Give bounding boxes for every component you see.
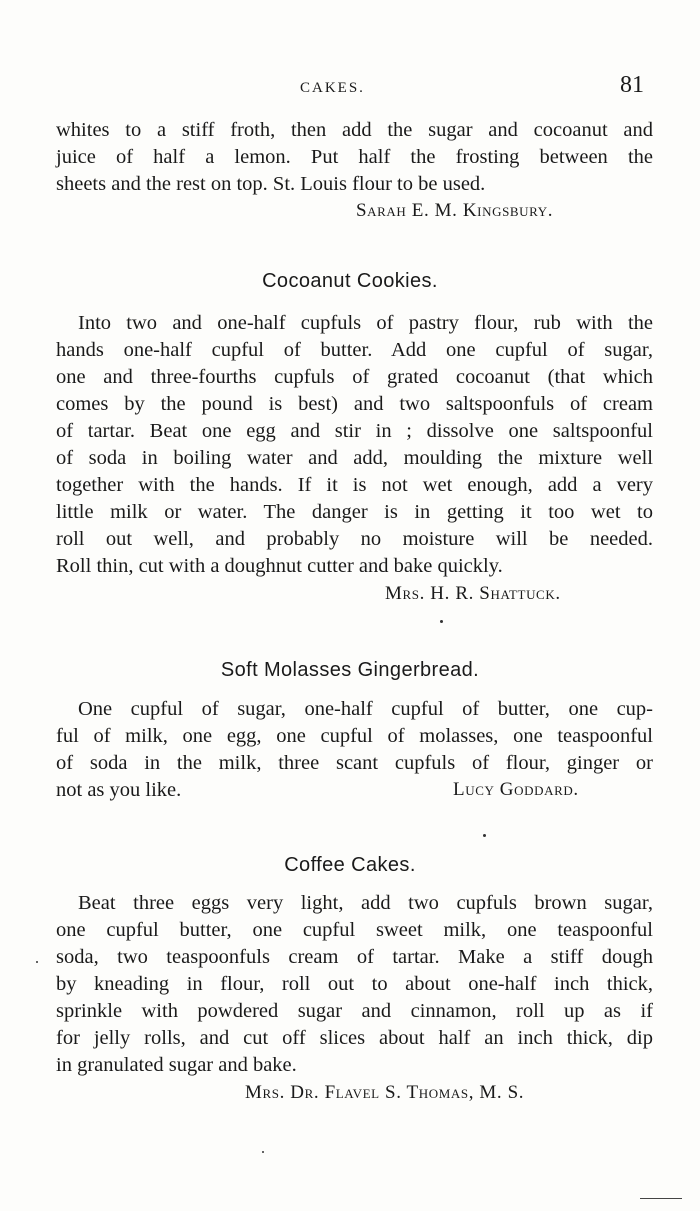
paragraph-line: soda, two teaspoonfuls cream of tartar. Make a stiff dough xyxy=(56,946,653,968)
paragraph-line: sprinkle with powdered sugar and cinnamon, roll up as if xyxy=(56,1000,653,1022)
signature: Lucy Goddard. xyxy=(453,779,579,800)
paragraph-line: One cupful of sugar, one-half cupful of butter, one cup- xyxy=(78,698,653,720)
running-head xyxy=(0,72,700,102)
print-speck xyxy=(440,620,443,623)
recipe-paragraph xyxy=(56,310,653,580)
paragraph-line: hands one-half cupful of butter. Add one cupful of sugar, xyxy=(56,339,653,361)
paragraph-line: whites to a stiff froth, then add the sugar and cocoanut and xyxy=(56,119,653,141)
continuation-paragraph xyxy=(56,117,653,198)
print-speck xyxy=(262,1151,264,1153)
print-speck xyxy=(36,961,38,963)
paragraph-line: juice of half a lemon. Put half the frosting between the xyxy=(56,146,653,168)
paragraph-line: sheets and the rest on top. St. Louis flour to be used. xyxy=(56,173,486,195)
paragraph-line: by kneading in flour, roll out to about one-half inch thick, xyxy=(56,973,653,995)
paragraph-line: for jelly rolls, and cut off slices about half an inch thick, dip xyxy=(56,1027,653,1049)
recipe-paragraph xyxy=(56,890,653,1079)
paragraph-line: together with the hands. If it is not wet enough, add a very xyxy=(56,474,653,496)
paragraph-line: Into two and one-half cupfuls of pastry flour, rub with the xyxy=(78,312,653,334)
paragraph-line: not as you like. xyxy=(56,779,182,801)
paragraph-line: of soda in boiling water and add, moulding the mixture well xyxy=(56,447,653,469)
page-number: 81 xyxy=(620,72,644,98)
paragraph-line: Roll thin, cut with a doughnut cutter and bake quickly. xyxy=(56,555,503,577)
paragraph-line: of soda in the milk, three scant cupfuls of flour, ginger or xyxy=(56,752,653,774)
paragraph-line: comes by the pound is best) and two saltspoonfuls of cream xyxy=(56,393,653,415)
recipe-title: Coffee Cakes. xyxy=(284,854,416,876)
signature: Mrs. Dr. Flavel S. Thomas, M. S. xyxy=(245,1082,525,1103)
paragraph-line: in granulated sugar and bake. xyxy=(56,1054,297,1076)
footer-rule xyxy=(640,1198,682,1199)
recipe-title: Soft Molasses Gingerbread. xyxy=(220,659,480,681)
print-speck xyxy=(483,834,486,837)
paragraph-line: Beat three eggs very light, add two cupfuls brown sugar, xyxy=(78,892,653,914)
signature: Sarah E. M. Kingsbury. xyxy=(356,200,554,221)
paragraph-line: ful of milk, one egg, one cupful of molasses, one teaspoonful xyxy=(56,725,653,747)
paragraph-line: little milk or water. The danger is in getting it too wet to xyxy=(56,501,653,523)
paragraph-line: roll out well, and probably no moisture will be needed. xyxy=(56,528,653,550)
paragraph-line: one and three-fourths cupfuls of grated cocoanut (that which xyxy=(56,366,653,388)
paragraph-line: of tartar. Beat one egg and stir in ; dissolve one saltspoonful xyxy=(56,420,653,442)
recipe-title: Cocoanut Cookies. xyxy=(262,270,438,292)
signature: Mrs. H. R. Shattuck. xyxy=(385,583,561,604)
running-title: CAKES. xyxy=(300,80,365,96)
paragraph-line: one cupful butter, one cupful sweet milk, one teaspoonful xyxy=(56,919,653,941)
